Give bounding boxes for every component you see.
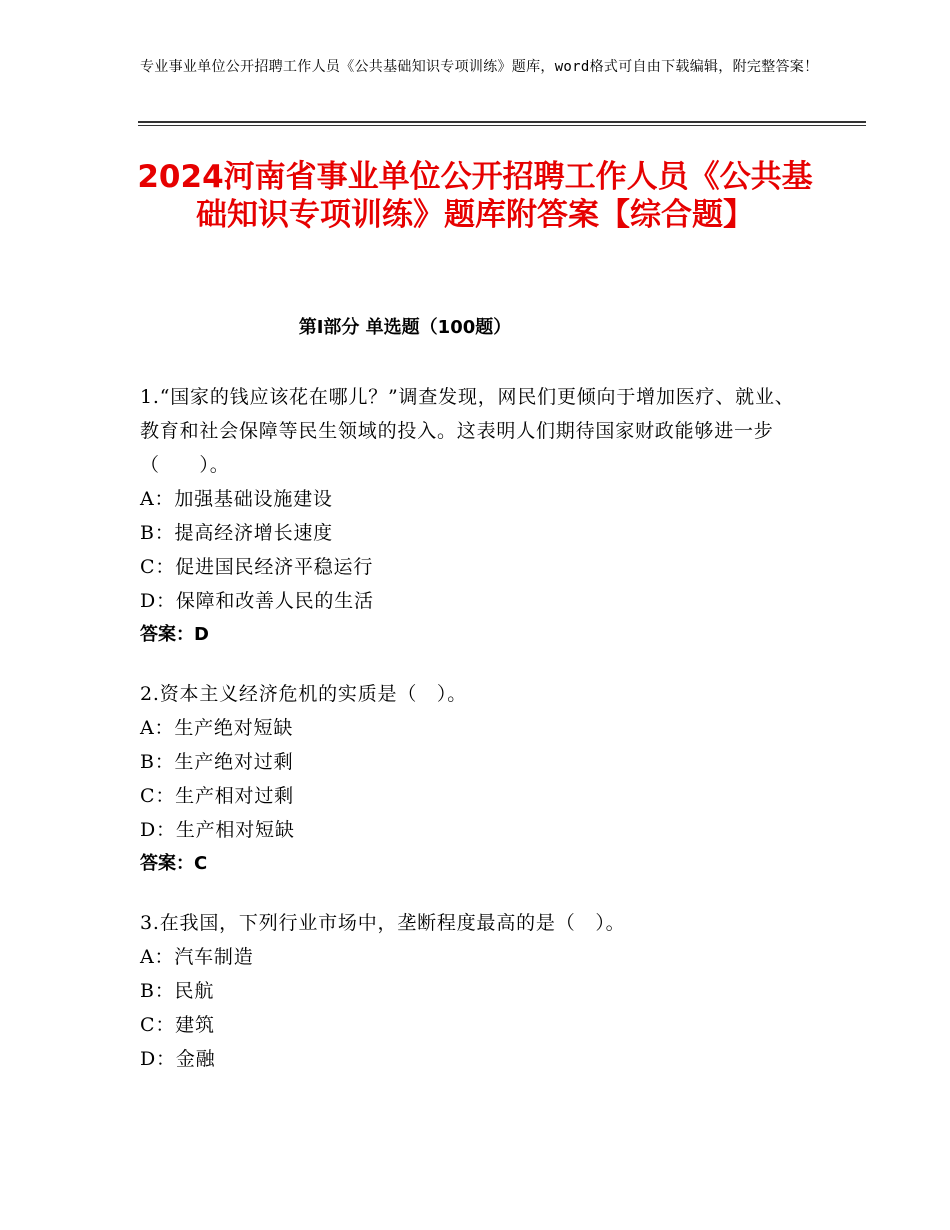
option-c: C：建筑 bbox=[140, 1014, 215, 1036]
option-c: C：生产相对过剩 bbox=[140, 785, 294, 807]
option-a: A：加强基础设施建设 bbox=[140, 488, 333, 510]
header-note: 专业事业单位公开招聘工作人员《公共基础知识专项训练》题库，word格式可自由下载编辑，附完整答案！ bbox=[140, 59, 819, 75]
option-c: C：促进国民经济平稳运行 bbox=[140, 556, 374, 578]
option-d: D：生产相对短缺 bbox=[140, 819, 295, 841]
answer-line: 答案：C bbox=[140, 853, 208, 874]
header-rule-top bbox=[138, 121, 866, 123]
option-b: B：生产绝对过剩 bbox=[140, 751, 294, 773]
header-rule-bottom bbox=[138, 125, 866, 126]
question-stem: 2.资本主义经济危机的实质是（ ）。 bbox=[140, 683, 468, 705]
option-a: A：生产绝对短缺 bbox=[140, 717, 294, 739]
option-d: D：保障和改善人民的生活 bbox=[140, 590, 374, 612]
question-2 bbox=[140, 677, 800, 881]
section-heading: 第Ⅰ部分 单选题（100题） bbox=[298, 317, 512, 338]
question-1 bbox=[140, 380, 800, 652]
option-d: D：金融 bbox=[140, 1048, 216, 1070]
question-list bbox=[140, 380, 800, 1101]
option-b: B：民航 bbox=[140, 980, 215, 1002]
question-stem: 1.“国家的钱应该花在哪儿？”调查发现，网民们更倾向于增加医疗、就业、教育和社会保障等民生领域的投入。这表明人们期待国家财政能够进一步（ ）。 bbox=[140, 386, 795, 476]
option-a: A：汽车制造 bbox=[140, 946, 254, 968]
option-b: B：提高经济增长速度 bbox=[140, 522, 333, 544]
question-stem: 3.在我国，下列行业市场中，垄断程度最高的是（ ）。 bbox=[140, 912, 626, 934]
document-title: 2024河南省事业单位公开招聘工作人员《公共基础知识专项训练》题库附答案【综合题】 bbox=[137, 159, 813, 233]
answer-line: 答案：D bbox=[140, 624, 209, 645]
question-3 bbox=[140, 906, 800, 1076]
